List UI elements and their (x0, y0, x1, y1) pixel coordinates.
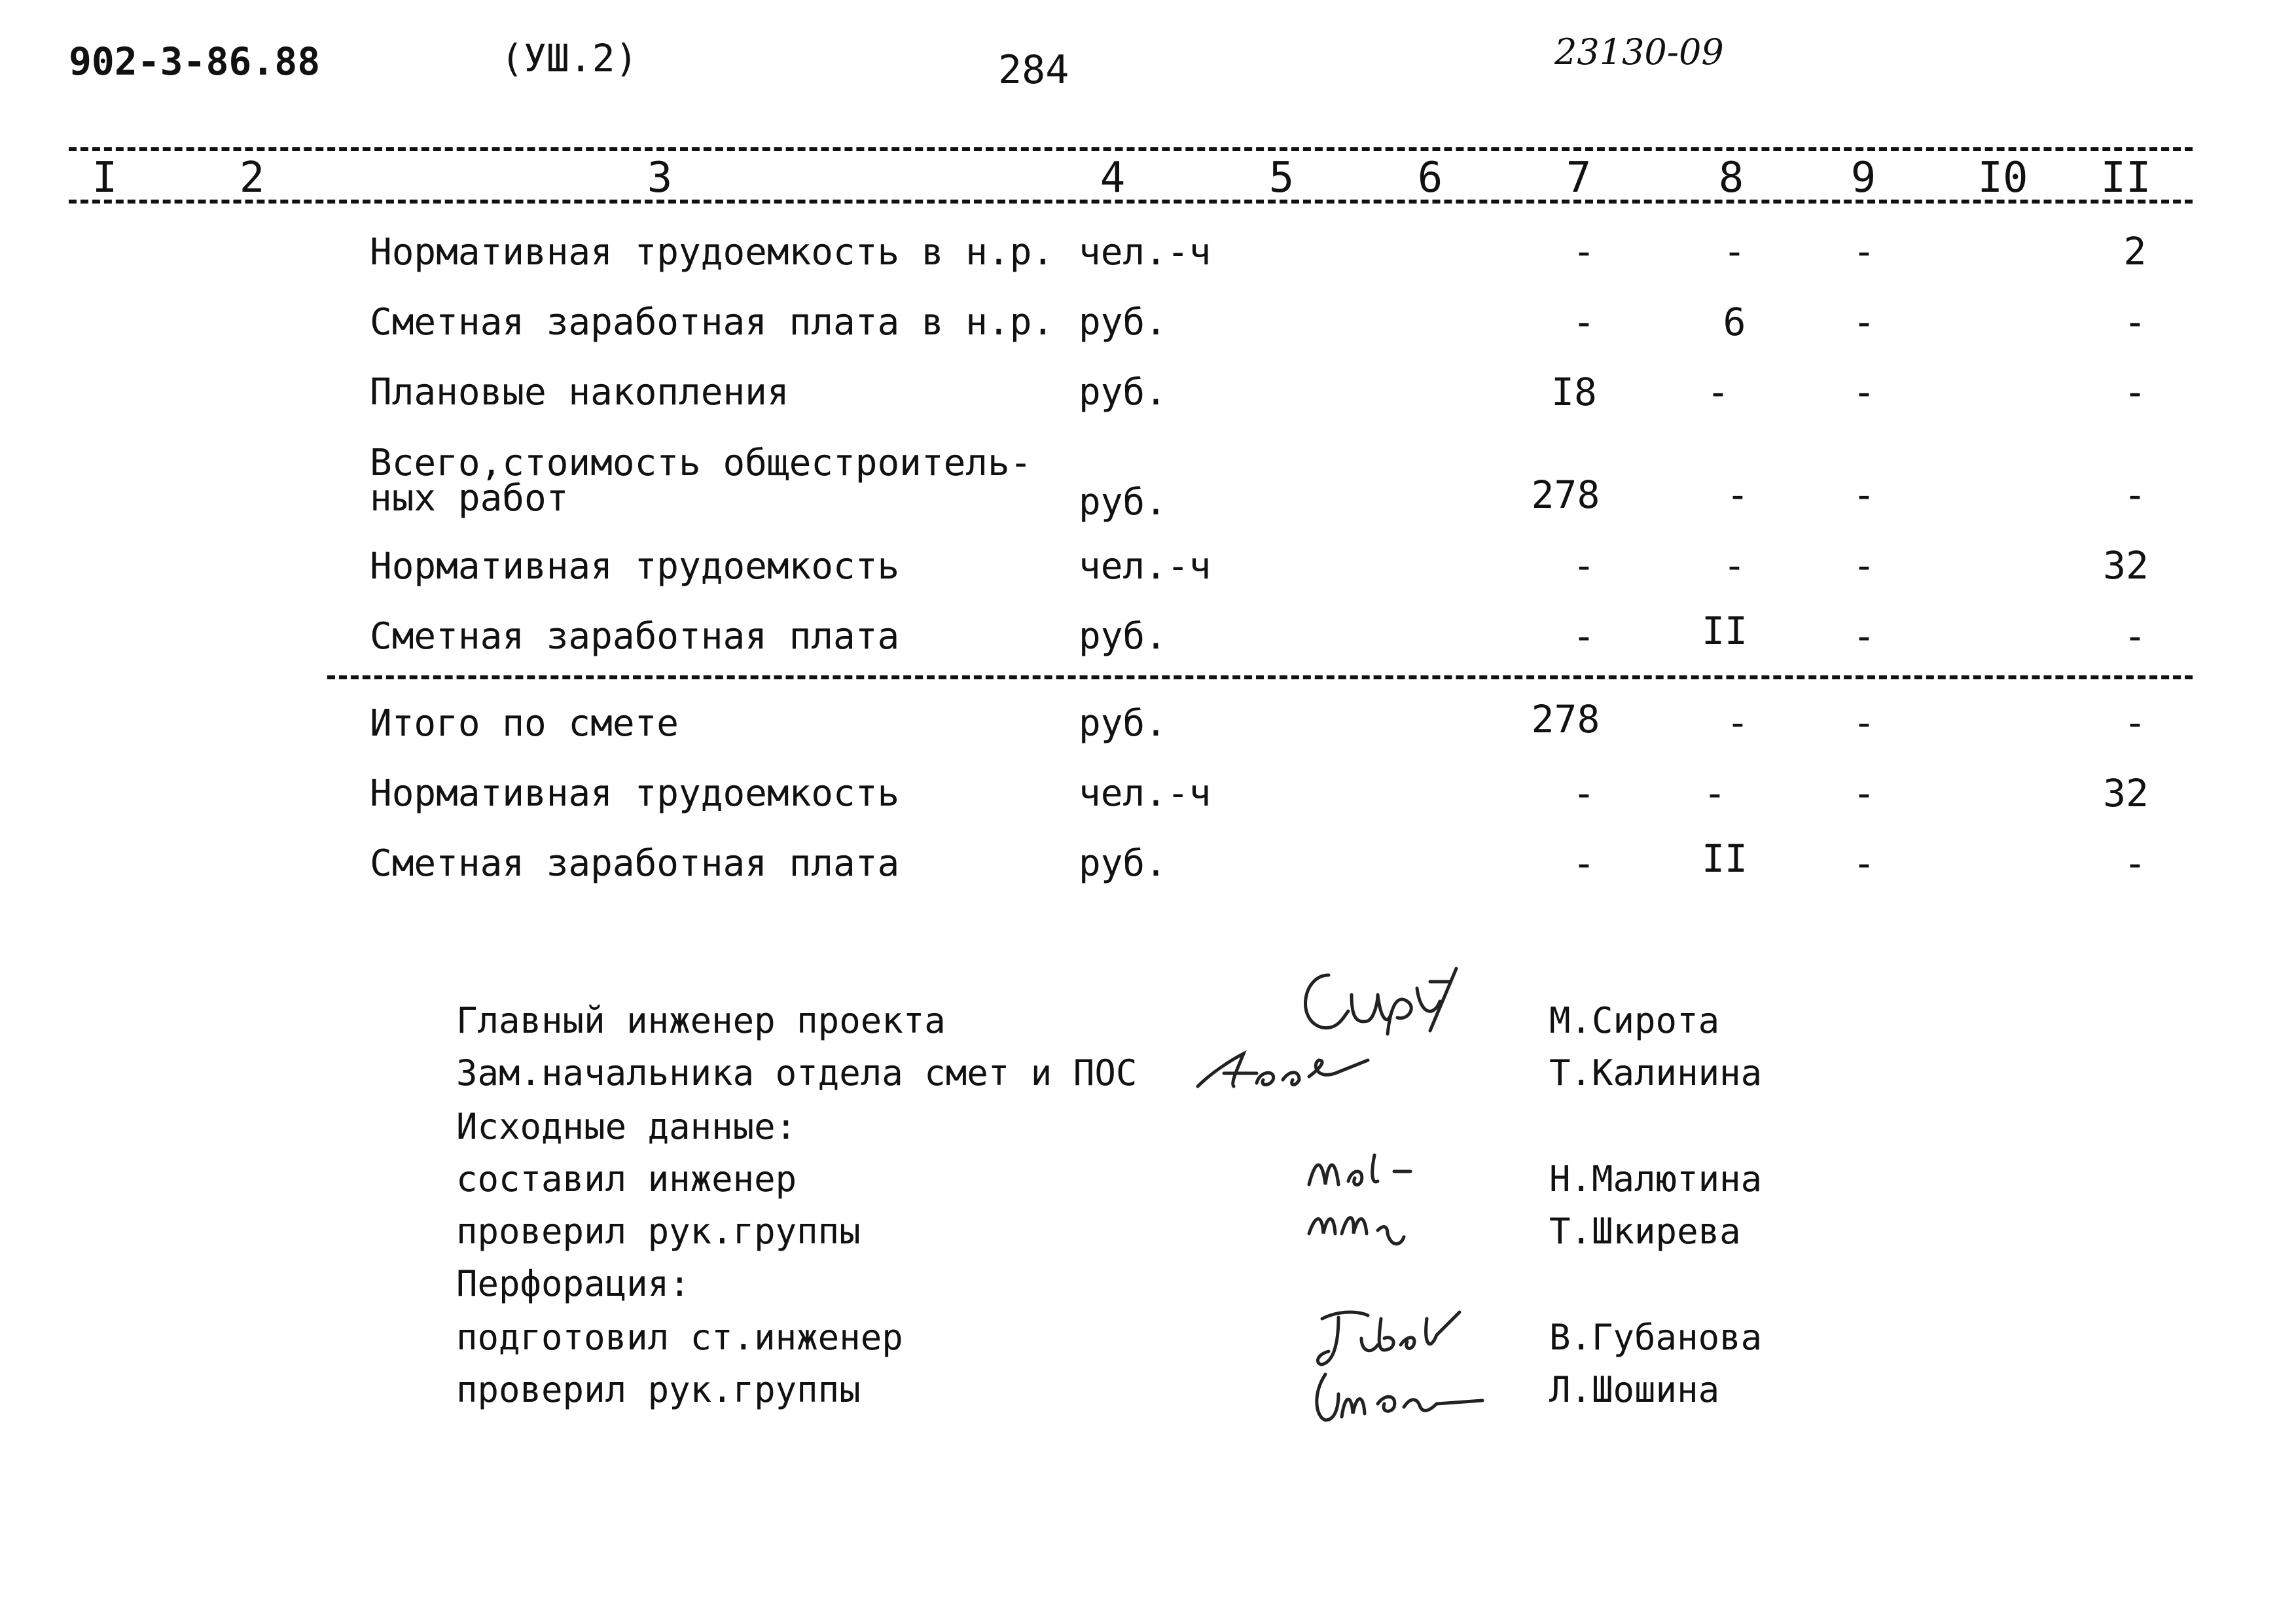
signatory-name: Л.Шошина (1549, 1369, 1720, 1410)
table-cell-7: 278 (1531, 473, 1600, 517)
table-row-label: Сметная заработная плата (370, 615, 900, 658)
column-header: 5 (1268, 154, 1295, 202)
page-number: 284 (998, 47, 1069, 93)
table-cell-11: 2 (2123, 229, 2147, 274)
handwritten-signature (1302, 1145, 1433, 1198)
doc-code: 902-3-86.88 (69, 39, 321, 84)
table-row-label: Плановые накопления (370, 371, 789, 414)
table-cell-11: - (2123, 300, 2147, 344)
totals-cell-7: - (1572, 841, 1596, 885)
totals-cell-11: - (2123, 841, 2147, 885)
table-cell-8: - (1706, 370, 1730, 414)
column-header: II (2100, 154, 2151, 202)
totals-cell-8: - (1703, 771, 1727, 815)
table-cell-8: - (1723, 229, 1746, 274)
signatory-name: В.Губанова (1549, 1317, 1763, 1358)
table-cell-7: - (1572, 543, 1596, 588)
signatory-name: Т.Шкирева (1549, 1211, 1741, 1252)
column-header: 4 (1100, 154, 1126, 202)
totals-cell-9: - (1852, 700, 1876, 745)
table-cell-9: - (1852, 229, 1876, 274)
table-cell-11: - (2123, 370, 2147, 414)
table-row-unit: руб. (1079, 301, 1167, 344)
column-header: 9 (1850, 154, 1876, 202)
column-header: 7 (1566, 154, 1592, 202)
totals-cell-7: - (1572, 771, 1596, 815)
totals-row-label: Нормативная трудоемкость (370, 772, 900, 815)
signatory-name: Н.Малютина (1549, 1158, 1763, 1200)
table-row-unit: руб. (1079, 371, 1167, 414)
table-row-unit: руб. (1079, 481, 1167, 524)
table-row-unit: чел.-ч (1079, 231, 1211, 274)
column-header: 6 (1417, 154, 1443, 202)
totals-cell-8: - (1726, 700, 1749, 745)
section-heading: Исходные данные: (456, 1106, 797, 1147)
table-cell-11: 32 (2103, 543, 2149, 588)
table-cell-8: II (1702, 609, 1748, 653)
volume-label: (УШ.2) (501, 36, 638, 80)
table-row-label: Сметная заработная плата в н.р. (370, 301, 1054, 344)
signatory-title: Зам.начальника отдела смет и ПОС (456, 1052, 1138, 1094)
table-cell-9: - (1852, 614, 1876, 658)
table-row-unit: чел.-ч (1079, 545, 1211, 588)
totals-row-label: Сметная заработная плата (370, 842, 900, 885)
table-cell-11: - (2123, 614, 2147, 658)
table-cell-7: - (1572, 229, 1596, 274)
totals-row-unit: руб. (1079, 842, 1167, 885)
totals-cell-9: - (1852, 841, 1876, 885)
signatory-name: М.Сирота (1549, 1000, 1720, 1041)
table-top-rule (69, 147, 2193, 151)
totals-row-label: Итого по смете (370, 702, 679, 745)
handwritten-signature (1302, 1198, 1446, 1257)
table-cell-8: - (1723, 543, 1746, 588)
column-header: 8 (1718, 154, 1744, 202)
signatory-title: составил инженер (456, 1158, 797, 1200)
column-header: 3 (647, 154, 673, 202)
totals-cell-11: - (2123, 700, 2147, 745)
handwritten-signature (1306, 1355, 1502, 1427)
table-cell-9: - (1852, 370, 1876, 414)
handwritten-signature (1185, 1041, 1381, 1099)
table-cell-9: - (1852, 473, 1876, 517)
table-cell-7: - (1572, 300, 1596, 344)
table-cell-7: - (1572, 614, 1596, 658)
handwritten-signature (1289, 949, 1499, 1047)
table-row-unit: руб. (1079, 615, 1167, 658)
signatory-title: Главный инженер проекта (456, 1000, 946, 1041)
table-cell-8: 6 (1723, 300, 1746, 344)
totals-row-unit: чел.-ч (1079, 772, 1211, 815)
totals-row-unit: руб. (1079, 702, 1167, 745)
table-cell-9: - (1852, 543, 1876, 588)
column-header: 2 (239, 154, 265, 202)
column-header: I0 (1977, 154, 2028, 202)
section-heading: Перфорация: (456, 1263, 691, 1304)
table-cell-11: - (2123, 473, 2147, 517)
signatory-name: Т.Калинина (1549, 1052, 1763, 1094)
signatory-title: подготовил ст.инженер (456, 1317, 903, 1358)
table-row-label: Всего,стоимость общестроитель- (370, 442, 1032, 484)
table-cell-8: - (1726, 473, 1749, 517)
signatory-title: проверил рук.группы (456, 1211, 861, 1252)
totals-cell-7: 278 (1531, 697, 1600, 741)
table-row-label: Нормативная трудоемкость (370, 545, 900, 588)
table-row-label: Нормативная трудоемкость в н.р. (370, 231, 1054, 274)
signatory-title: проверил рук.группы (456, 1369, 861, 1410)
totals-rule (327, 675, 2193, 679)
totals-cell-9: - (1852, 771, 1876, 815)
stamp-number: 23130-09 (1554, 31, 1724, 73)
table-row-label-continued: ных работ (370, 477, 569, 520)
table-cell-9: - (1852, 300, 1876, 344)
totals-cell-11: 32 (2103, 771, 2149, 815)
column-header: I (92, 154, 118, 202)
totals-cell-8: II (1702, 836, 1748, 881)
table-cell-7: I8 (1551, 370, 1597, 414)
